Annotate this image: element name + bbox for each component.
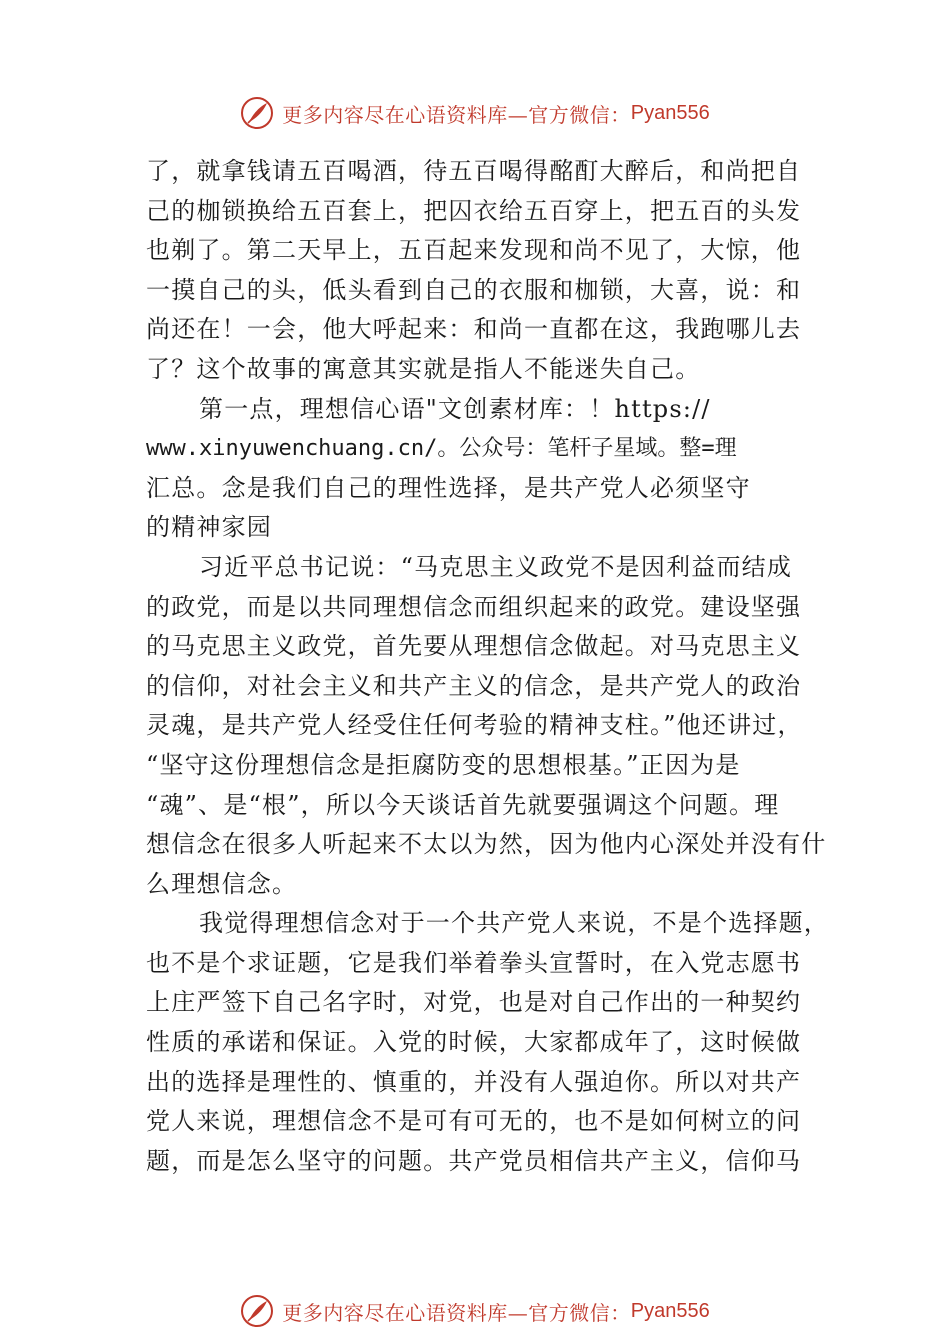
body-line: “魂”、是“根”，所以今天谈话首先就要强调这个问题。理 [146, 790, 780, 819]
body-line: 的信仰，对社会主义和共产主义的信念，是共产党人的政治 [146, 671, 802, 700]
body-line: 想信念在很多人听起来不太以为然，因为他内心深处并没有什 [146, 830, 827, 859]
body-line: 出的选择是理性的、慎重的，并没有人强迫你。所以对共产 [146, 1067, 802, 1096]
quill-logo-icon [240, 96, 274, 130]
body-line: 么理想信念。 [146, 869, 298, 898]
body-line: “坚守这份理想信念是拒腐防变的思想根基。”正因为是 [146, 750, 741, 779]
paragraph-start-line: 我觉得理想信念对于一个共产党人来说，不是个选择题， [199, 909, 829, 938]
body-line: 的精神家园 [146, 513, 272, 542]
header-banner-wechat-id: Pyan556 [630, 101, 710, 124]
body-line: 了？这个故事的寓意其实就是指人不能迷失自己。 [146, 354, 701, 383]
body-line: 的马克思主义政党，首先要从理想信念做起。对马克思主义 [146, 632, 802, 661]
header-banner-text: 更多内容尽在心语资料库—官方微信： [282, 102, 631, 127]
body-line: 上庄严签下自己名字时，对党，也是对自己作出的一种契约 [146, 988, 802, 1017]
quill-logo-icon [240, 1294, 274, 1328]
header-banner [0, 90, 950, 136]
body-line: 题，而是怎么坚守的问题。共产党员相信共产主义，信仰马 [146, 1146, 802, 1175]
section-heading-line: 第一点，理想信心语"文创素材库：！https:// [199, 394, 711, 423]
body-line: 尚还在！一会，他大呼起来：和尚一直都在这，我跑哪儿去 [146, 315, 802, 344]
document-body [146, 152, 829, 1181]
paragraph-start-line: 习近平总书记说：“马克思主义政党不是因利益而结成 [199, 552, 793, 581]
footer-banner-wechat-id: Pyan556 [630, 1299, 710, 1322]
body-line: 也不是个求证题，它是我们举着拳头宣誓时，在入党志愿书 [146, 948, 802, 977]
body-line: 己的枷锁换给五百套上，把囚衣给五百穿上，把五百的头发 [146, 196, 802, 225]
body-line: 汇总。念是我们自己的理性选择，是共产党人必须坚守 [146, 473, 751, 502]
url-line: www.xinyuwenchuang.cn/。公众号：笔杆子星域。整=理 [146, 436, 737, 462]
body-line: 也剃了。第二天早上，五百起来发现和尚不见了，大惊，他 [146, 236, 802, 265]
footer-banner-text: 更多内容尽在心语资料库—官方微信： [282, 1300, 631, 1325]
footer-banner [0, 1288, 950, 1334]
body-line: 党人来说，理想信念不是可有可无的，也不是如何树立的问 [146, 1107, 802, 1136]
body-line: 一摸自己的头，低头看到自己的衣服和枷锁，大喜，说：和 [146, 275, 802, 304]
body-line: 的政党，而是以共同理想信念而组织起来的政党。建设坚强 [146, 592, 802, 621]
body-line: 性质的承诺和保证。入党的时候，大家都成年了，这时候做 [146, 1028, 802, 1057]
body-line: 灵魂，是共产党人经受住任何考验的精神支柱。”他还讲过， [146, 711, 803, 740]
body-line: 了，就拿钱请五百喝酒，待五百喝得酩酊大醉后，和尚把自 [146, 157, 802, 185]
